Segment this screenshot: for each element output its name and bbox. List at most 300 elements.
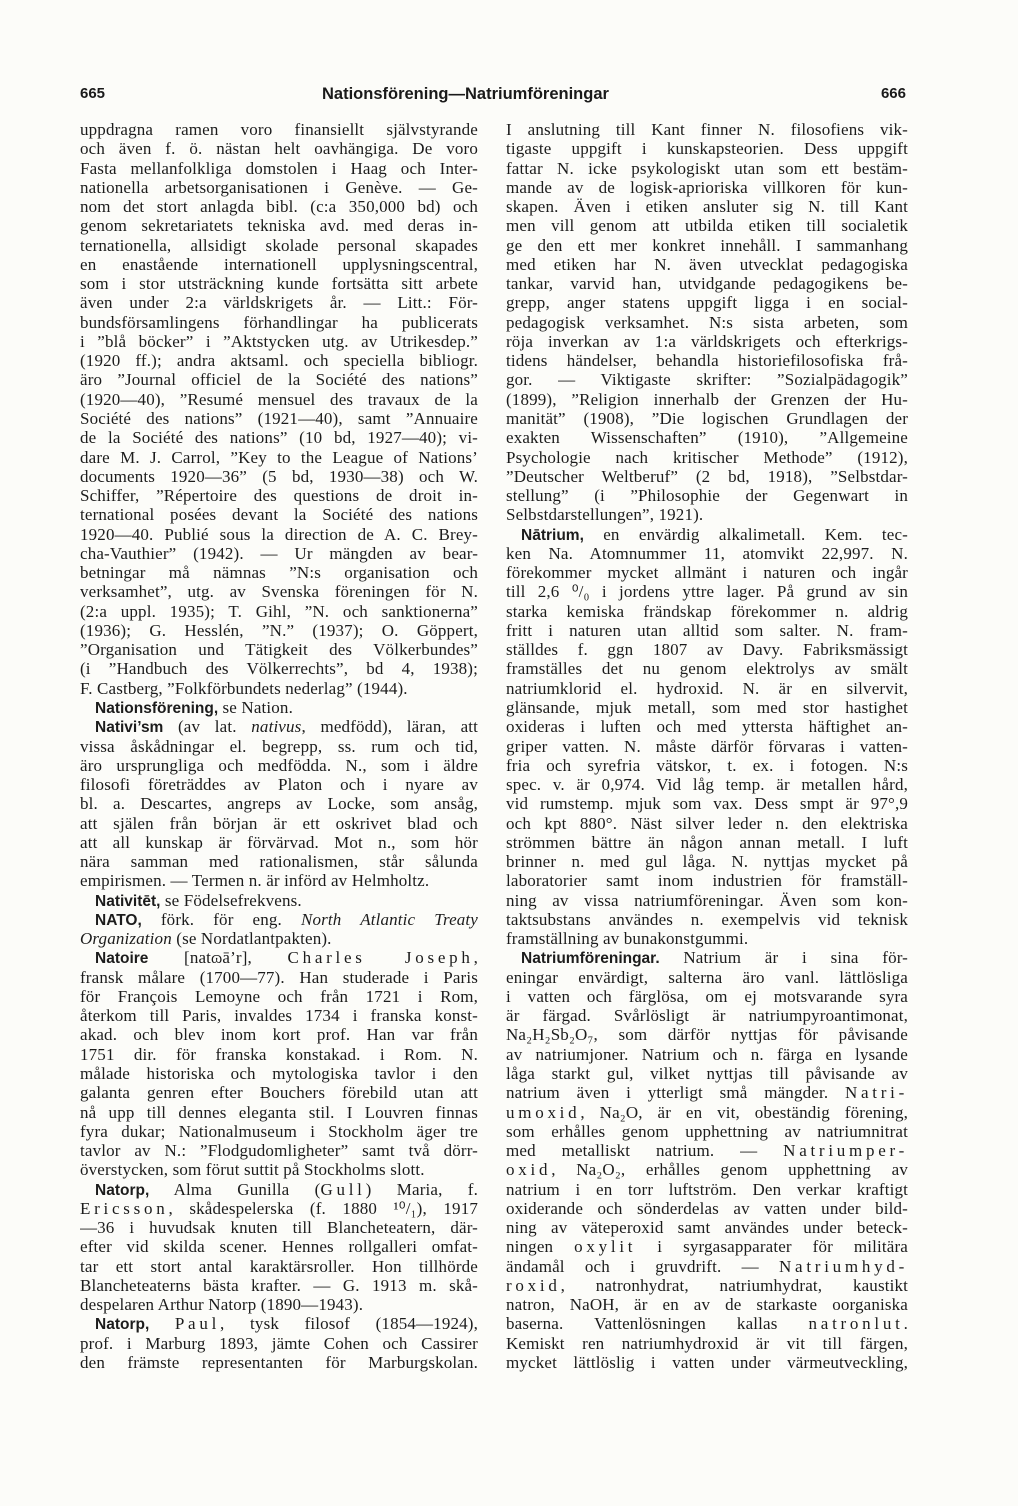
text-line [506, 929, 908, 948]
text-run: betningar må nämnas ”N:s organisation och [80, 563, 478, 583]
text-run: förekommer mycket allmänt i naturen och ingår [506, 563, 908, 583]
text-run: empirismen. — Termen n. är införd av Helmholtz. [80, 871, 430, 891]
spaced-text: Charles Joseph [287, 948, 474, 968]
text-run: en enastående internationell upplysningscentral, [80, 254, 478, 274]
spaced-text: Natri- [844, 1083, 908, 1103]
text-line [506, 1199, 908, 1218]
text-line [80, 448, 478, 467]
entry-paragraph [80, 948, 478, 1179]
text-run: med metalliskt natrium. — [506, 1141, 784, 1161]
text-line [80, 486, 478, 505]
entry-paragraph [506, 948, 908, 1372]
text-run: den främste representanten för Marburgskolan. [80, 1353, 478, 1372]
text-line [80, 178, 478, 197]
text-run: (av lat. [163, 717, 252, 737]
spaced-text: Ericsson [80, 1198, 169, 1218]
text-line [80, 1295, 478, 1314]
text-line [80, 293, 478, 312]
text-line [80, 120, 478, 139]
text-run: galanta genren efter Bouchers förebild utan att [80, 1083, 478, 1103]
text-line [506, 871, 908, 890]
text-run: mande av de logisk-aprioriska villkoren för kun- [506, 177, 908, 197]
headword: Nativi’sm [95, 719, 164, 737]
text-line [506, 1257, 908, 1276]
entry-paragraph [506, 525, 908, 949]
text-line [80, 428, 478, 447]
text-run: , natronhydrat, natriumhydrat, kaustikt [560, 1275, 908, 1295]
text-run: nationella arbetsorganisationen i Genève. — Ge- [80, 177, 478, 197]
text-run: fyra dukar; Nationalmuseum i Stockholm äger tre [80, 1121, 478, 1141]
text-run: uppdragna ramen voro finansiellt självstyrande [80, 120, 478, 139]
text-line [80, 814, 478, 833]
text-line [506, 582, 908, 601]
text-line [506, 428, 908, 447]
text-run: documents 1920—36” (5 bd, 1930—38) och W. [80, 466, 478, 486]
text-run: . [903, 1314, 908, 1334]
text-line [80, 679, 478, 698]
text-line [80, 602, 478, 621]
text-run: fattar N. icke psykologiskt utan som ett bestäm- [506, 158, 908, 178]
text-run: bl. a. Descartes, angreps av Locke, som ansåg, [80, 794, 478, 814]
text-run: efter vid skilda scener. Hennes rollgalleri omfat- [80, 1237, 478, 1257]
text-line [506, 351, 908, 370]
spaced-text: Natriumhyd- [779, 1256, 908, 1276]
text-line [506, 525, 908, 544]
entry-paragraph [80, 1180, 478, 1315]
text-run: för François Lemoyne och från 1721 i Rom, [80, 986, 478, 1006]
text-line [80, 467, 478, 486]
text-run: att all kunskap är förvärvad. Mot n., som hör [80, 832, 478, 852]
text-line [80, 717, 478, 736]
text-line [506, 216, 908, 235]
text-run: genom sekretariatets tekniska avd. med deras in- [80, 216, 478, 236]
entry-paragraph [80, 891, 478, 910]
headword: Nationsförening, [95, 699, 219, 717]
text-line [506, 1083, 908, 1102]
text-run: ställdes f. ggn 1807 av Davy. Fabriksmässigt [506, 640, 908, 660]
text-run: natrium även i ytterligt små mängder. [506, 1083, 845, 1103]
text-run: Fasta mellanfolkliga domstolen i Haag och Inter- [80, 158, 478, 178]
text-line [506, 467, 908, 486]
text-line [80, 1314, 478, 1333]
headword: NATO, [95, 911, 142, 929]
text-run: , Na₂O₂, erhålles genom upphettning av [551, 1160, 908, 1180]
text-line [506, 775, 908, 794]
text-run: ) Maria, f. [365, 1179, 478, 1199]
text-line [80, 1160, 478, 1179]
text-line [80, 236, 478, 255]
headword: Natorp, [95, 1316, 150, 1334]
italic-text: nativus [251, 717, 302, 737]
spaced-text: oxid [506, 1160, 552, 1180]
text-line [506, 197, 908, 216]
spaced-text: Gull [320, 1179, 366, 1199]
text-line [80, 910, 478, 929]
text-run: och även f. ö. nästan helt oavhängiga. De voro [80, 139, 478, 159]
text-run: Na₂H₂Sb₂O₇, som därför nyttjas för påvisande [506, 1025, 908, 1045]
text-run: stellung” (i ”Philosophie der Gegenwart in [506, 486, 908, 506]
text-run: bundsförsamlingens förhandlingar ha publicerats [80, 312, 478, 332]
text-line [506, 891, 908, 910]
running-header [0, 83, 1018, 105]
text-run: , medfödd), läran, att [301, 717, 478, 737]
text-line [80, 1064, 478, 1083]
page-number-left: 665 [80, 85, 106, 102]
text-run: till 2,6 ⁰/₀ i jordens yttre lager. På grund av sin [506, 582, 908, 602]
entry-paragraph [80, 698, 478, 717]
text-run: (se Nordatlantpakten). [171, 929, 332, 949]
text-line [80, 1006, 478, 1025]
text-run: prof. i Marburg 1893, jämte Cohen och Cassirer [80, 1333, 478, 1353]
text-line [506, 486, 908, 505]
headword: Nativitēt, [95, 892, 161, 910]
text-line [506, 1237, 908, 1256]
entry-paragraph [506, 120, 908, 525]
text-run: i vatten och färglösa, om ej motsvarande syra [506, 986, 908, 1006]
text-run: (1899), ”Religion innerhalb der Grenzen der Hu- [506, 389, 908, 409]
text-run: nära samman med rationalismen, står sålunda [80, 852, 478, 872]
text-line [506, 1334, 908, 1353]
text-line [506, 987, 908, 1006]
text-run: Alma Gunilla ( [149, 1179, 321, 1199]
text-run: natron, NaOH, är en av de starkaste oorganiska [506, 1295, 908, 1315]
text-line [80, 274, 478, 293]
text-run: natriumklorid el. hydroxid. N. är en silvervit, [506, 678, 908, 698]
spaced-text: Natriumper- [783, 1141, 908, 1161]
text-line [506, 814, 908, 833]
text-run: de la Société des nations” (10 bd, 1927—40); vi- [80, 428, 478, 448]
text-run: se Nation. [218, 697, 293, 717]
text-run: vid rumstemp. mjuk som vax. Dess smpt är 97°,9 [506, 794, 908, 814]
text-run: med etiken har N. även utvecklat pedagogiska [506, 254, 908, 274]
text-line [80, 1334, 478, 1353]
text-run: som i stor utsträckning kunde fortsätta sitt arbete [80, 274, 478, 294]
text-line [506, 794, 908, 813]
text-run: brinner n. med gul låga. N. nyttjas mycket på [506, 852, 908, 872]
text-line [80, 313, 478, 332]
text-run: F. Castberg, ”Folkförbundets nederlag” (1944). [80, 678, 408, 698]
text-run: vissa åskådningar el. begrepp, ss. rum och tid, [80, 736, 478, 756]
text-run: cha-Vauthier” (1942). — Ur mängden av bear- [80, 543, 478, 563]
text-line [506, 293, 908, 312]
text-run: framställning av bunakonstgummi. [506, 929, 749, 949]
text-run: akad. och blev inom kort prof. Han var från [80, 1025, 478, 1045]
text-line [506, 448, 908, 467]
text-line [80, 544, 478, 563]
text-line [80, 1237, 478, 1256]
text-run: I anslutning till Kant finner N. filosofiens vik- [506, 120, 908, 139]
text-line [80, 1045, 478, 1064]
text-run: [natɷā’r], [148, 948, 288, 968]
text-run: 1751 dir. för franska konstakad. i Rom. N. [80, 1044, 478, 1064]
text-run: nå upp till dennes eleganta stil. I Louvren finnas [80, 1102, 478, 1122]
text-line [506, 659, 908, 678]
text-run: i ”blå böcker” i ”Aktstycken utg. av Utrikesdep.” [80, 331, 478, 351]
text-run: ningen [506, 1237, 575, 1257]
text-run: målade historiska och mytologiska tavlor i den [80, 1064, 478, 1084]
text-line [506, 737, 908, 756]
text-line [506, 1276, 908, 1295]
spaced-text: roxid [506, 1275, 561, 1295]
text-line [80, 1276, 478, 1295]
text-line [506, 640, 908, 659]
text-run: fritt i naturen utan alltid som salter. N. fram- [506, 620, 908, 640]
text-line [506, 1045, 908, 1064]
text-line [80, 1257, 478, 1276]
text-run: se Födelsefrekvens. [160, 890, 302, 910]
text-line [80, 871, 478, 890]
text-run: 1920—40. Publié sous la direction de A. C. Brey- [80, 524, 478, 544]
headword: Natoire [95, 950, 149, 968]
text-line [80, 621, 478, 640]
text-line [80, 833, 478, 852]
text-run: spec. v. är 0,974. Vid låg temp. är metallen hård, [506, 775, 908, 795]
text-line [506, 139, 908, 158]
text-line [80, 582, 478, 601]
text-line [506, 1025, 908, 1044]
text-line [506, 1180, 908, 1199]
spaced-text: natronlut [808, 1314, 904, 1334]
text-run: och kpt 880°. Näst silver leder n. den elektriska [506, 813, 908, 833]
text-line [506, 968, 908, 987]
text-run: ändamål och i gruvdrift. — [506, 1256, 780, 1276]
text-run: (2:a uppl. 1935); T. Gihl, ”N. och sanktionerna” [80, 601, 478, 621]
text-run: förk. för eng. [141, 909, 302, 929]
text-run: av natriumjoner. Natrium och n. färga en lysande [506, 1044, 908, 1064]
text-run: att själen från början är ett oskrivet blad och [80, 813, 478, 833]
text-run: eningar envärdigt, salterna äro vanl. lättlösliga [506, 967, 908, 987]
spaced-text: umoxid [506, 1102, 581, 1122]
text-run: ning av vissa natriumföreningar. Även som kon- [506, 890, 908, 910]
text-line [80, 255, 478, 274]
text-line [80, 775, 478, 794]
text-run: nom det stort anlagda bibl. (c:a 350,000 bd) och [80, 197, 478, 217]
text-run: , Na₂O, är en vit, obeständig förening, [580, 1102, 908, 1122]
text-run: men vill genom att utbilda etiken till socialetik [506, 216, 908, 236]
text-line [506, 544, 908, 563]
text-run: som erhålles genom upphettning av natriumnitrat [506, 1121, 908, 1141]
text-run: glänsande, mjuk metall, som med stor hastighet [506, 697, 908, 717]
text-run: (i ”Handbuch des Völkerrechts”, bd 4, 1938); [80, 659, 478, 679]
text-line [80, 370, 478, 389]
text-run: Schiffer, ”Répertoire des questions de droit in- [80, 486, 478, 506]
text-run: laboratorier samt inom industrien för framställ- [506, 871, 908, 891]
text-line [506, 313, 908, 332]
text-run: griper vatten. N. måste därför förvaras i vatten- [506, 736, 908, 756]
text-run: ternationella, allsidigt skolade personal skapades [80, 235, 478, 255]
text-run: oxideras i luften och med yttersta häftighet an- [506, 717, 908, 737]
text-line [80, 1025, 478, 1044]
text-line [506, 1122, 908, 1141]
text-run: pedagogisk verksamhet. N:s sista arbeten, som [506, 312, 908, 332]
text-line [506, 178, 908, 197]
running-title: Nationsförening—Natriumföreningar [322, 85, 609, 103]
text-line [506, 1160, 908, 1179]
text-line [80, 968, 478, 987]
entry-paragraph [80, 120, 478, 698]
text-line [506, 236, 908, 255]
text-line [80, 216, 478, 235]
text-run: tidens händelser, behandla historiefilosofiska frå- [506, 351, 908, 371]
text-run: , [473, 948, 478, 968]
text-line [80, 1103, 478, 1122]
text-run: , skådespelerska (f. 1880 ¹⁰/₁), 1917 [168, 1198, 478, 1218]
text-line [80, 1218, 478, 1237]
text-run: ”Deutscher Weltberuf” (2 bd, 1918), ”Selbstdar- [506, 466, 908, 486]
text-line [506, 756, 908, 775]
text-run: filosofi företräddes av Platon och i nyare av [80, 775, 478, 795]
text-line [506, 563, 908, 582]
text-line [506, 910, 908, 929]
text-run: ”Organisation und Tätigkeit des Völkerbundes” [80, 640, 478, 660]
text-line [80, 505, 478, 524]
text-run: ning av väteperoxid samt användes under beteck- [506, 1218, 908, 1238]
text-line [506, 621, 908, 640]
text-line [80, 159, 478, 178]
text-run: (1936); G. Hesslén, ”N.” (1937); O. Göppert, [80, 620, 478, 640]
text-line [506, 602, 908, 621]
text-line [506, 332, 908, 351]
spaced-text: oxylit [574, 1237, 637, 1257]
text-run: gor. — Viktigaste skrifter: ”Sozialpädagogik” [506, 370, 908, 390]
text-line [506, 1141, 908, 1160]
text-run: strömmen bättre än någon annan metall. I luft [506, 832, 908, 852]
text-line [80, 891, 478, 910]
text-line [80, 698, 478, 717]
text-line [506, 505, 908, 524]
text-line [80, 1199, 478, 1218]
text-run: tigaste uppgift i kunskapsteorien. Dess uppgift [506, 139, 908, 159]
text-run: äro ”Journal officiel de la Société des nations” [80, 370, 478, 390]
left-column [80, 120, 478, 1372]
text-run: Blancheteaterns bästa krafter. — G. 1913 m. skå- [80, 1275, 478, 1295]
text-line [80, 351, 478, 370]
text-run: Kemiskt ren natriumhydroxid är vit till färgen, [506, 1333, 908, 1353]
text-line [506, 1103, 908, 1122]
text-line [506, 1314, 908, 1333]
text-run [149, 1314, 175, 1333]
text-line [80, 794, 478, 813]
text-run: tankar, varvid han, utvidgande pedagogikens be- [506, 274, 908, 294]
text-line [80, 563, 478, 582]
entry-paragraph [80, 717, 478, 890]
text-run: Natrium är i sina för- [659, 948, 908, 968]
text-run: Société des nations” (1921—40), samt ”Annuaire [80, 408, 478, 428]
text-run: Psychologie nach kritischer Methode” (1912), [506, 447, 908, 467]
text-line [506, 698, 908, 717]
text-run: ken Na. Atomnummer 11, atomvikt 22,997. N. [506, 543, 908, 563]
text-line [80, 948, 478, 967]
text-line [506, 120, 908, 139]
text-run: (1920 ff.); andra aktsaml. och speciella bibliogr. [80, 351, 478, 371]
text-line [80, 852, 478, 871]
spaced-text: Paul [174, 1314, 221, 1334]
text-run: skapen. Även i etiken ansluter sig N. till Kant [506, 197, 908, 217]
text-line [506, 1006, 908, 1025]
text-line [80, 1353, 478, 1372]
text-line [506, 1295, 908, 1314]
text-run: exakten Wissenschaften” (1910), ”Allgemeine [506, 428, 908, 448]
text-line [506, 1218, 908, 1237]
text-line [506, 833, 908, 852]
entry-paragraph [80, 1314, 478, 1372]
text-run: starka kemiska frändskap förekommer n. aldrig [506, 601, 908, 621]
text-line [80, 756, 478, 775]
text-run: ge den ett mer konkret innehåll. I sammanhang [506, 235, 908, 255]
text-line [506, 948, 908, 967]
text-line [506, 679, 908, 698]
italic-text: Organization [80, 929, 172, 949]
text-line [506, 255, 908, 274]
text-run: i syrgasapparater för militära [636, 1237, 908, 1257]
text-run: mycket lättlöslig i vatten under värmeutveckling, [506, 1353, 908, 1372]
text-line [80, 1122, 478, 1141]
text-line [80, 1141, 478, 1160]
entry-paragraph [80, 910, 478, 949]
text-line [80, 390, 478, 409]
text-line [80, 409, 478, 428]
text-run: är färgad. Svårlösligt är natriumpyroantimonat, [506, 1006, 908, 1026]
text-run: låga starkt gul, vilket nyttjas till påvisande av [506, 1064, 908, 1084]
text-line [506, 390, 908, 409]
text-line [506, 370, 908, 389]
text-line [80, 139, 478, 158]
text-run: ternational posées devant la Société des nations [80, 505, 478, 525]
page-number-right: 666 [880, 85, 906, 102]
text-run: , tysk filosof (1854—1924), [220, 1314, 478, 1334]
text-line [80, 640, 478, 659]
text-run: despelaren Arthur Natorp (1890—1943). [80, 1295, 364, 1315]
text-line [506, 159, 908, 178]
text-run: äro ursprungliga och medfödda. N., som i äldre [80, 755, 478, 775]
text-run: en envärdig alkalimetall. Kem. tec- [583, 524, 908, 544]
text-run: manität” (1908), ”Die logischen Grundlagen der [506, 408, 908, 428]
text-line [80, 737, 478, 756]
text-run: dare M. J. Carrol, ”Key to the League of Nations’ [80, 447, 478, 467]
text-run: baserna. Vattenlösningen kallas [506, 1314, 809, 1334]
text-run: överstycken, som förut suttit på Stockholms slott. [80, 1160, 425, 1180]
italic-text: North Atlantic Treaty [301, 909, 478, 929]
text-run: tar ett stort antal karaktärsroller. Hon tillhörde [80, 1256, 478, 1276]
text-run: tavlor av N.: ”Flodgudomligheter” samt två dörr- [80, 1141, 478, 1161]
right-column [506, 120, 908, 1372]
headword: Natriumföreningar. [521, 950, 660, 968]
text-line [80, 197, 478, 216]
text-line [80, 929, 478, 948]
text-line [80, 525, 478, 544]
text-line [506, 409, 908, 428]
text-line [80, 332, 478, 351]
text-line [506, 274, 908, 293]
text-run: oxiderande och sönderdelas av vatten under bild- [506, 1198, 908, 1218]
text-run: taktsubstans användes n. exempelvis vid teknisk [506, 909, 908, 929]
text-run: röja inverkan av 1:a världskrigets och efterkrigs- [506, 331, 908, 351]
text-run: verksamhet”, utg. av Svenska föreningen för N. [80, 582, 478, 602]
text-line [80, 659, 478, 678]
text-run: —36 i huvudsak knuten till Blancheteatern, där- [80, 1218, 478, 1238]
headword: Natorp, [95, 1181, 150, 1199]
text-line [80, 1083, 478, 1102]
text-run: Selbstdarstellungen”, 1921). [506, 505, 704, 525]
headword: Nātrium, [521, 526, 584, 544]
text-line [506, 852, 908, 871]
text-run: framställes det nu genom elektrolys av smält [506, 659, 908, 679]
text-line [506, 1064, 908, 1083]
text-run: fria och syrefria vätskor, t. ex. i fotogen. N:s [506, 755, 908, 775]
text-run: grepp, anger statens uppgift ligga i en social- [506, 293, 908, 313]
text-run: fransk målare (1700—77). Han studerade i Paris [80, 967, 478, 987]
text-line [80, 1180, 478, 1199]
